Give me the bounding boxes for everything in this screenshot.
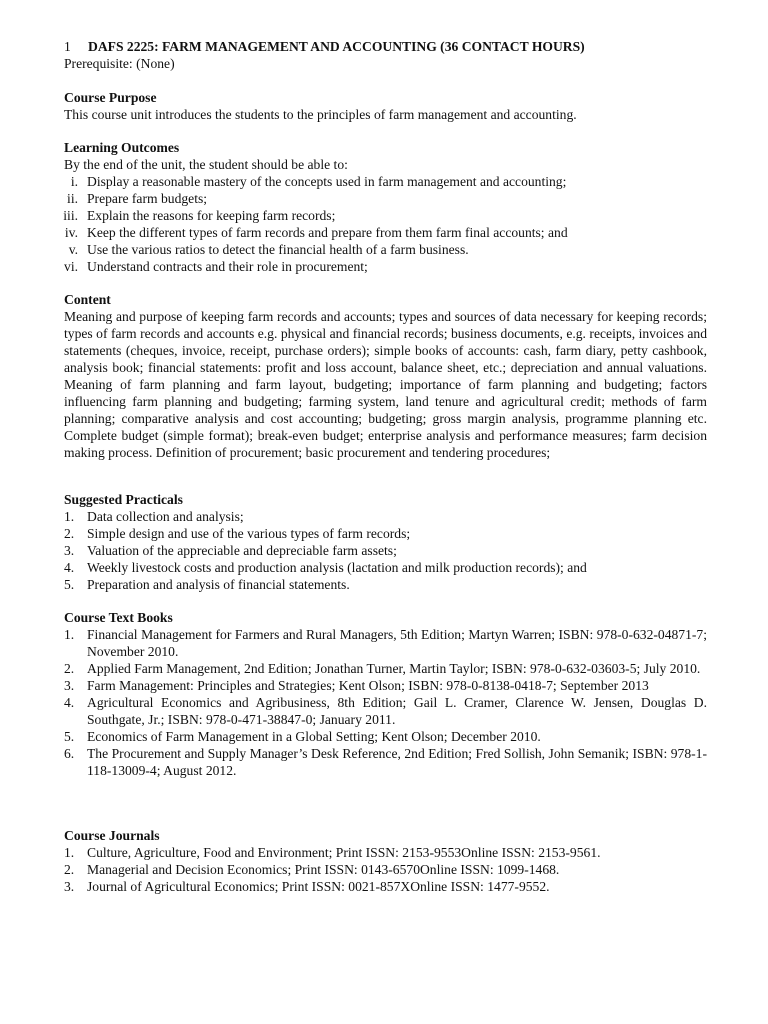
course-title: DAFS 2225: FARM MANAGEMENT AND ACCOUNTING (36 CONTACT HOURS) <box>88 39 585 54</box>
list-item <box>64 660 707 677</box>
list-item <box>64 677 707 694</box>
content-section <box>64 291 707 461</box>
list-marker: 1. <box>64 845 75 860</box>
list-item <box>64 207 707 224</box>
section-heading: Course Text Books <box>64 610 173 625</box>
section-heading: Learning Outcomes <box>64 140 180 155</box>
purpose-text: This course unit introduces the students to the principles of farm management and accounting. <box>64 107 577 122</box>
section-heading: Suggested Practicals <box>64 492 183 507</box>
practicals-list <box>64 508 707 593</box>
course-heading <box>64 38 724 55</box>
list-item-text: Understand contracts and their role in procurement; <box>87 259 368 274</box>
list-item <box>64 525 707 542</box>
list-item <box>64 844 707 861</box>
list-item-text: Economics of Farm Management in a Global Setting; Kent Olson; December 2010. <box>87 729 541 744</box>
list-item-text: Data collection and analysis; <box>87 509 244 524</box>
list-marker: vi. <box>64 259 78 274</box>
section-heading: Content <box>64 292 111 307</box>
list-item-text: The Procurement and Supply Manager’s Desk Reference, 2nd Edition; Fred Sollish, John Semanik; ISBN: 978-1-118-13009-4; August 2012. <box>87 746 707 778</box>
list-item-text: Culture, Agriculture, Food and Environment; Print ISSN: 2153-9553Online ISSN: 2153-9561. <box>87 845 601 860</box>
list-item-text: Managerial and Decision Economics; Print ISSN: 0143-6570Online ISSN: 1099-1468. <box>87 862 560 877</box>
list-marker: 2. <box>64 526 75 541</box>
list-item-text: Farm Management: Principles and Strategies; Kent Olson; ISBN: 978-0-8138-0418-7; September 2013 <box>87 678 649 693</box>
list-item-text: Keep the different types of farm records and prepare from them farm final accounts; and <box>87 225 568 240</box>
list-marker: 1. <box>64 627 75 642</box>
list-item-text: Journal of Agricultural Economics; Print ISSN: 0021-857XOnline ISSN: 1477-9552. <box>87 879 550 894</box>
list-item-text: Weekly livestock costs and production analysis (lactation and milk production records); and <box>87 560 587 575</box>
list-item <box>64 190 707 207</box>
list-item <box>64 861 707 878</box>
list-item-text: Simple design and use of the various types of farm records; <box>87 526 411 541</box>
list-item <box>64 508 707 525</box>
journals-list <box>64 844 707 895</box>
list-marker: iv. <box>64 225 78 240</box>
list-item-text: Applied Farm Management, 2nd Edition; Jonathan Turner, Martin Taylor; ISBN: 978-0-632-03603-5; July 2010. <box>87 661 701 676</box>
list-item-text: Valuation of the appreciable and depreciable farm assets; <box>87 543 397 558</box>
list-item <box>64 626 707 660</box>
list-marker: ii. <box>67 191 78 206</box>
list-item <box>64 576 707 593</box>
list-marker: 6. <box>64 746 75 761</box>
list-item <box>64 241 707 258</box>
list-marker: 3. <box>64 678 75 693</box>
list-item-text: Financial Management for Farmers and Rural Managers, 5th Edition; Martyn Warren; ISBN: 978-0-632-04871-7; November 2010. <box>87 627 707 659</box>
learning-outcomes-section <box>64 139 707 275</box>
list-marker: 3. <box>64 543 75 558</box>
list-item-text: Display a reasonable mastery of the concepts used in farm management and accounting; <box>87 174 567 189</box>
list-item <box>64 745 707 779</box>
section-heading: Course Journals <box>64 828 160 843</box>
content-text: Meaning and purpose of keeping farm records and accounts; types and sources of data necessary for keeping records; types of farm records and accounts e.g. physical and financial records; business documents, e.g. receipts, invoices and statements (cheques, invoice, receipt, purchase orders); simple books of accounts: cash, farm diary, petty cashbook, analysis book; financial statements: profit and loss account, balance sheet, etc.; depreciation and annual valuations. Meaning of farm planning and farm layout, budgeting; importance of farm planning and budgeting; factors influencing farm planning and budgeting; farming system, land tenure and agricultural credit; methods of farm planning; comparative analysis and cost accounting; budgeting; gross margin analysis, programme planning etc. Complete budget (simple format); break-even budget; enterprise analysis and performance measures; farm decision making process. Definition of procurement; basic procurement and tendering procedures; <box>64 309 707 460</box>
list-item <box>64 878 707 895</box>
list-marker: 5. <box>64 729 75 744</box>
list-marker: 3. <box>64 879 75 894</box>
outcomes-list <box>64 173 707 275</box>
list-item-text: Agricultural Economics and Agribusiness, 8th Edition; Gail L. Cramer, Clarence W. Jensen, Douglas D. Southgate, Jr.; ISBN: 978-0-471-38847-0; January 2011. <box>87 695 707 727</box>
list-item <box>64 542 707 559</box>
list-item <box>64 258 707 275</box>
list-item <box>64 694 707 728</box>
list-marker: 4. <box>64 560 75 575</box>
list-item-text: Preparation and analysis of financial statements. <box>87 577 350 592</box>
textbooks-list <box>64 626 707 779</box>
list-item-text: Prepare farm budgets; <box>87 191 208 206</box>
list-item-text: Explain the reasons for keeping farm records; <box>87 208 336 223</box>
outcomes-intro: By the end of the unit, the student should be able to: <box>64 157 348 172</box>
suggested-practicals-section <box>64 491 707 593</box>
list-marker: i. <box>70 174 78 189</box>
list-marker: 4. <box>64 695 75 710</box>
list-marker: v. <box>68 242 78 257</box>
list-marker: 1. <box>64 509 75 524</box>
course-journals-section <box>64 827 707 895</box>
prerequisite: Prerequisite: (None) <box>64 56 175 71</box>
list-item <box>64 559 707 576</box>
list-marker: 2. <box>64 661 75 676</box>
list-item <box>64 728 707 745</box>
list-item <box>64 173 707 190</box>
course-number: 1 <box>64 39 71 54</box>
course-purpose-section <box>64 89 707 123</box>
list-marker: iii. <box>63 208 78 223</box>
list-item-text: Use the various ratios to detect the financial health of a farm business. <box>87 242 469 257</box>
list-item <box>64 224 707 241</box>
list-marker: 2. <box>64 862 75 877</box>
section-heading: Course Purpose <box>64 90 157 105</box>
course-textbooks-section <box>64 609 707 779</box>
list-marker: 5. <box>64 577 75 592</box>
